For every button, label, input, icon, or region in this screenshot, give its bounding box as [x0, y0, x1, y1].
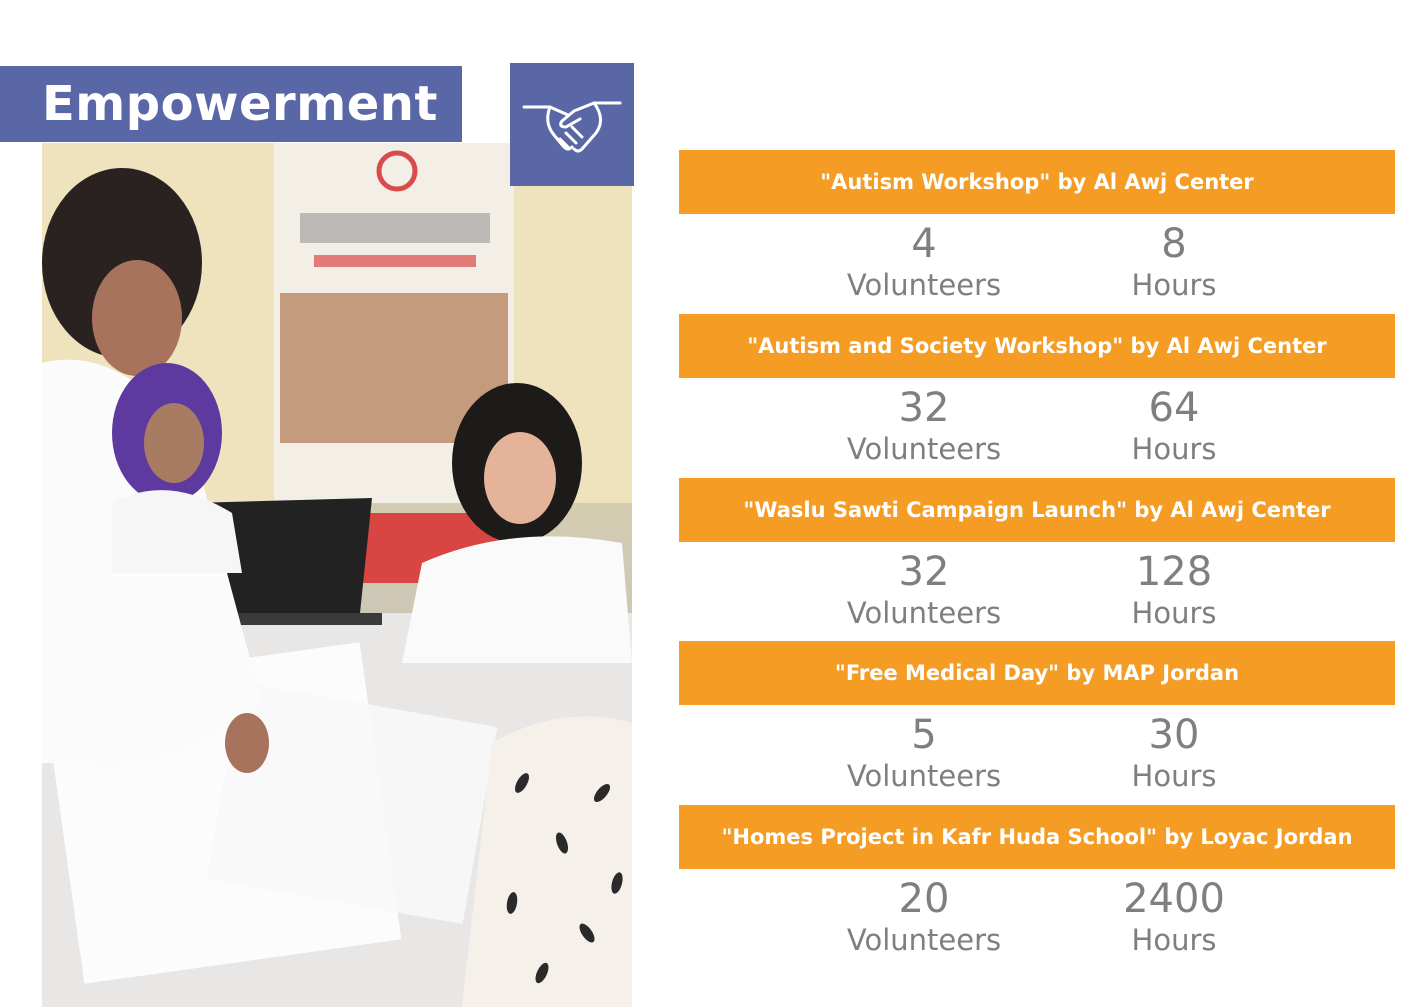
hours-count: 64 — [1148, 385, 1200, 431]
hours-count: 2400 — [1123, 876, 1225, 922]
event-title: "Autism and Society Workshop" by Al Awj Center — [747, 334, 1327, 358]
event-title-bar — [679, 478, 1395, 542]
workshop-photo-illustration — [42, 143, 632, 1007]
event-title-bar — [679, 150, 1395, 214]
volunteers-label: Volunteers — [846, 923, 1002, 957]
volunteers-label: Volunteers — [846, 268, 1002, 302]
volunteers-count: 20 — [898, 876, 950, 922]
event-title: "Waslu Sawti Campaign Launch" by Al Awj Center — [743, 498, 1331, 522]
title-banner — [0, 66, 462, 142]
hours-label: Hours — [1131, 759, 1217, 793]
volunteers-label: Volunteers — [846, 432, 1002, 466]
hours-label: Hours — [1131, 268, 1217, 302]
hours-label: Hours — [1131, 923, 1217, 957]
hours-label: Hours — [1131, 596, 1217, 630]
volunteers-count: 32 — [898, 385, 950, 431]
event-title: "Homes Project in Kafr Huda School" by Loyac Jordan — [721, 825, 1353, 849]
hours-count: 30 — [1148, 712, 1200, 758]
event-title: "Autism Workshop" by Al Awj Center — [820, 170, 1254, 194]
event-title-bar — [679, 805, 1395, 869]
hours-count: 8 — [1161, 221, 1187, 267]
event-title-bar — [679, 314, 1395, 378]
volunteers-count: 5 — [911, 712, 937, 758]
event-title-bar — [679, 641, 1395, 705]
volunteers-count: 32 — [898, 549, 950, 595]
hours-label: Hours — [1131, 432, 1217, 466]
volunteers-label: Volunteers — [846, 759, 1002, 793]
volunteers-count: 4 — [911, 221, 937, 267]
event-title: "Free Medical Day" by MAP Jordan — [834, 661, 1240, 685]
volunteers-label: Volunteers — [846, 596, 1002, 630]
page-title: Empowerment — [42, 76, 438, 132]
hours-count: 128 — [1135, 549, 1213, 595]
workshop-photo — [42, 143, 632, 1007]
handshake-icon-box — [510, 63, 634, 186]
handshake-icon — [510, 63, 634, 186]
